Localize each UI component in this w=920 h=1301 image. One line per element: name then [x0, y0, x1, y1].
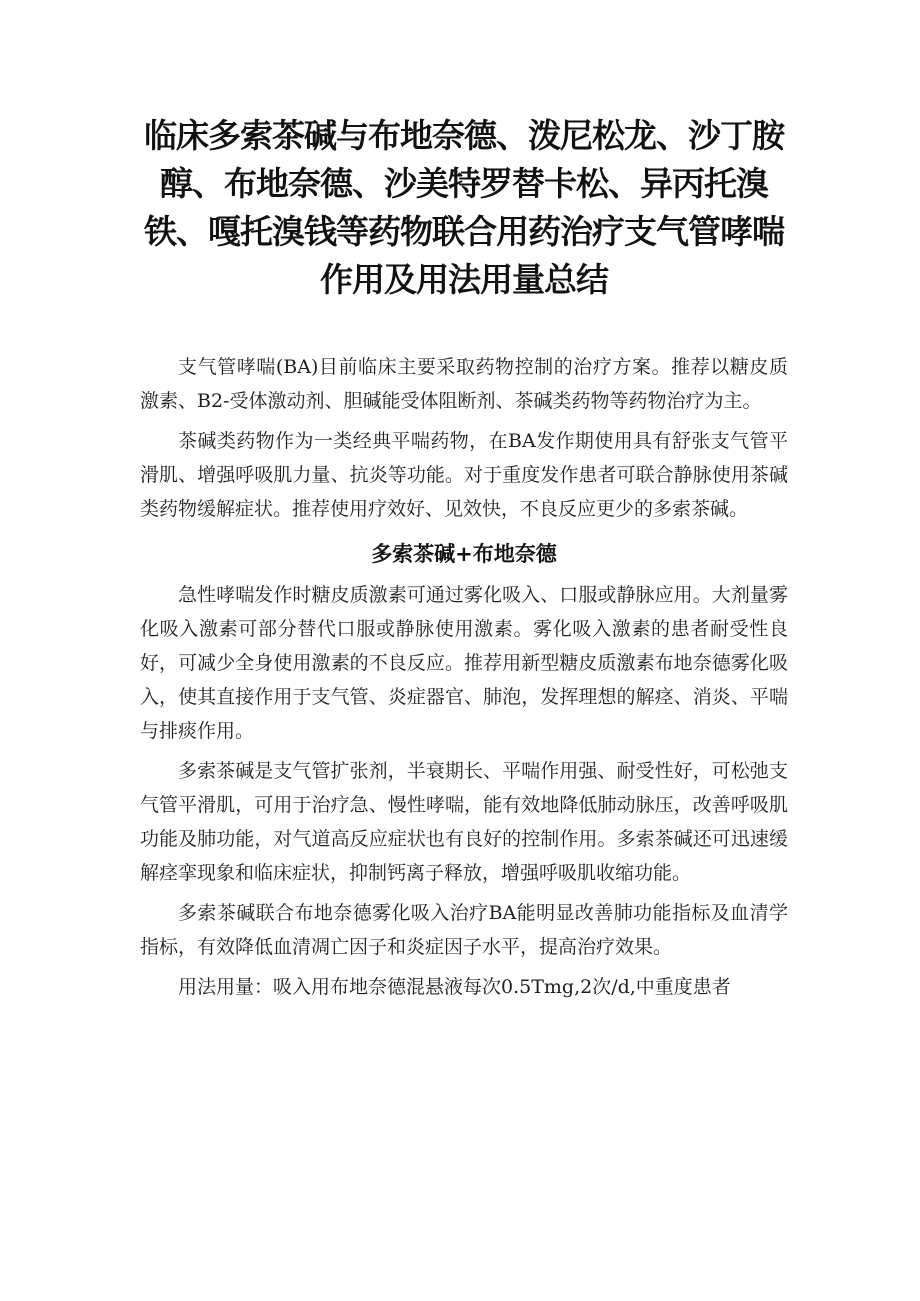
body-paragraph-dosage: 用法用量：吸入用布地奈德混悬液每次0.5Tmg,2次/d,中重度患者 [178, 976, 731, 998]
intro-section [140, 350, 788, 526]
intro-paragraph-theophylline: 茶碱类药物作为一类经典平喘药物，在BA发作期使用具有舒张支气管平滑肌、增强呼吸肌力量、抗炎等功能。对于重度发作患者可联合静脉使用茶碱类药物缓解症状。推荐使用疗效好、见效快，不良反应更少的多索茶碱。 [140, 430, 788, 520]
section-heading: 多索茶碱+布地奈德 [371, 542, 557, 566]
body-paragraph-combination-effect: 多索茶碱联合布地奈德雾化吸入治疗BA能明显改善肺功能指标及血清学指标，有效降低血清凋亡因子和炎症因子水平，提高治疗效果。 [140, 902, 788, 958]
body-paragraph-doxofylline: 多索茶碱是支气管扩张剂，半衰期长、平喘作用强、耐受性好，可松弛支气管平滑肌，可用于治疗急、慢性哮喘，能有效地降低肺动脉压，改善呼吸肌功能及肺功能，对气道高反应症状也有良好的控制作用。多索茶碱还可迅速缓解痉挛现象和临床症状，抑制钙离子释放，增强呼吸肌收缩功能。 [140, 760, 788, 884]
document-title: 临床多索茶碱与布地奈德、泼尼松龙、沙丁胺醇、布地奈德、沙美特罗替卡松、异丙托溴铁、嘎托溴钱等药物联合用药治疗支气管哮喘作用及用法用量总结 [144, 116, 784, 299]
intro-paragraph-bronchial-asthma: 支气管哮喘(BA)目前临床主要采取药物控制的治疗方案。推荐以糖皮质激素、B2-受体激动剂、胆碱能受体阻断剂、茶碱类药物等药物治疗为主。 [140, 356, 788, 412]
section-doxofylline-budesonide [140, 534, 788, 1004]
body-paragraph-corticosteroid: 急性哮喘发作时糖皮质激素可通过雾化吸入、口服或静脉应用。大剂量雾化吸入激素可部分替代口服或静脉使用激素。雾化吸入激素的患者耐受性良好，可减少全身使用激素的不良反应。推荐用新型糖皮质激素布地奈德雾化吸入，使其直接作用于支气管、炎症器官、肺泡，发挥理想的解痉、消炎、平喘与排痰作用。 [140, 584, 788, 742]
